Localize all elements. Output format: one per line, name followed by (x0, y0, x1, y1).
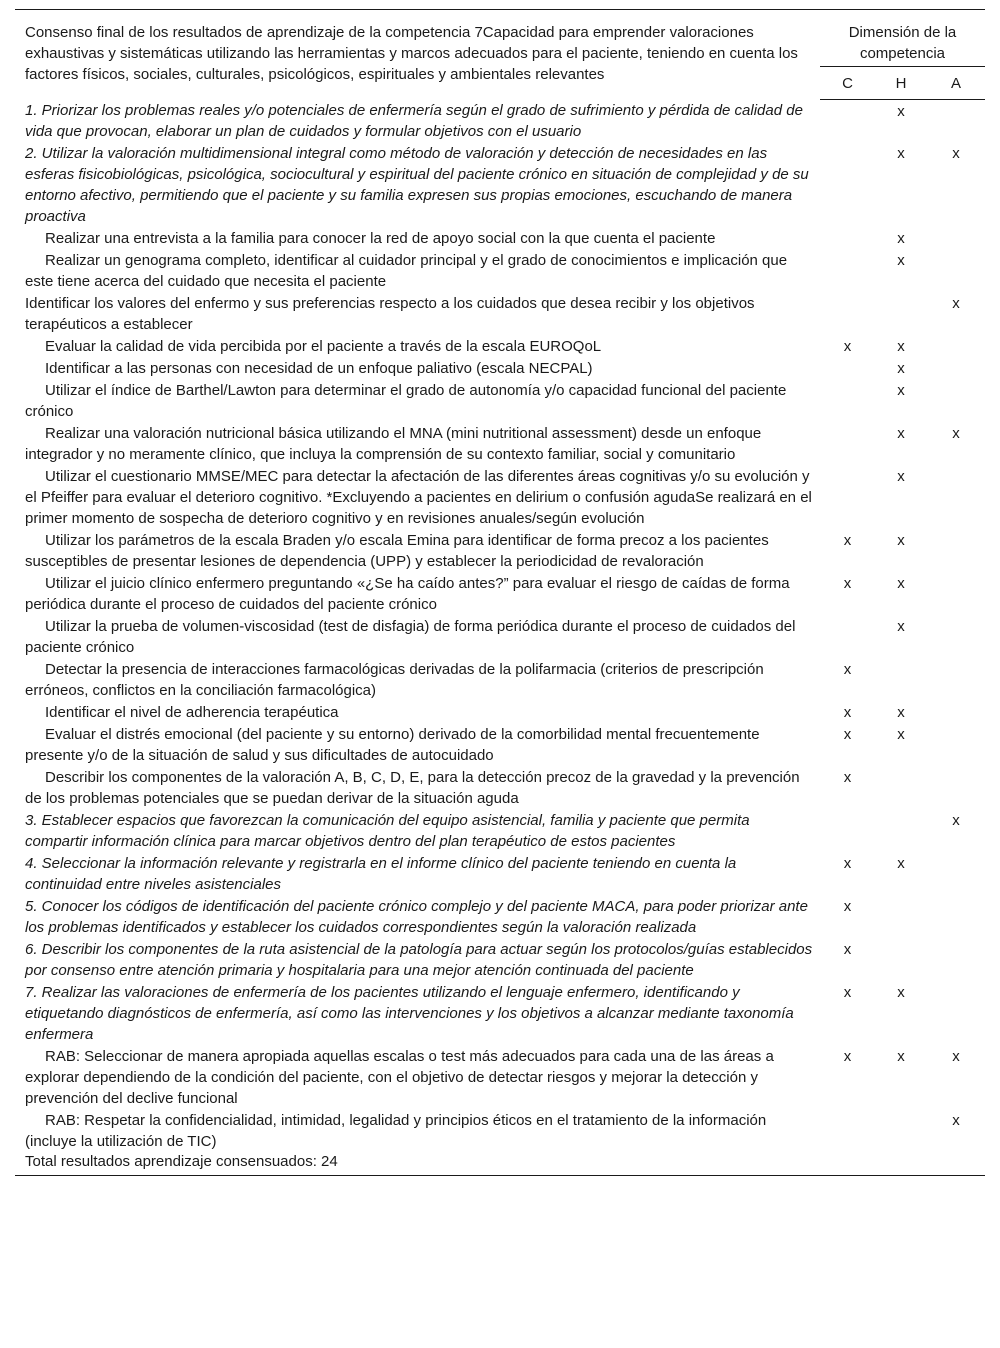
mark-a (927, 658, 985, 701)
result-text: Utilizar el cuestionario MMSE/MEC para detectar la afectación de las diferentes áreas cognitivas y/o su evolución y el Pfeiffer para evaluar el deterioro cognitivo. *Excluyendo a pacientes en delirium o confusión agudaSe realizará en el primer momento de sospecha de deterioro cognitivo y en revisiones anuales/según evolución (25, 468, 812, 527)
table-row (15, 292, 985, 335)
table-body (15, 99, 985, 1152)
mark-a: x (952, 1048, 960, 1065)
mark-a (927, 766, 985, 809)
mark-h (875, 938, 927, 981)
mark-h (875, 658, 927, 701)
table-row (15, 852, 985, 895)
mark-c (820, 249, 875, 292)
mark-c (820, 227, 875, 249)
mark-a (927, 99, 985, 142)
mark-h: x (897, 618, 905, 635)
mark-h (875, 292, 927, 335)
mark-c: x (843, 941, 852, 958)
mark-h: x (897, 468, 905, 485)
mark-h: x (897, 984, 905, 1001)
mark-c: x (843, 661, 852, 678)
mark-c: x (843, 726, 852, 743)
mark-a: x (952, 295, 960, 312)
objective-text: 2. Utilizar la valoración multidimensional integral como método de valoración y detección de necesidades en las esferas fisicobiológicas, psicológica, sociocultural y espiritual del paciente crónico en situación de complejidad y de su entorno afectivo, permitiendo que el paciente y su familia expresen sus propias emociones, escuchando de manera proactiva (25, 145, 809, 225)
mark-c: x (843, 704, 852, 721)
column-header-c: C (820, 66, 875, 99)
result-text: RAB: Seleccionar de manera apropiada aquellas escalas o test más adecuados para cada una de las áreas a explorar dependiendo de la condición del paciente, con el objetivo de detectar riesgos y mejorar la detección y prevención del declive funcional (25, 1048, 774, 1107)
competency-table (15, 9, 985, 1176)
result-text: Realizar un genograma completo, identificar al cuidador principal y el grado de conocimientos e implicación que este tiene acerca del cuidado que necesita el paciente (25, 252, 788, 290)
mark-c (820, 99, 875, 142)
mark-a (927, 938, 985, 981)
result-text: Detectar la presencia de interacciones farmacológicas derivadas de la polifarmacia (criterios de prescripción erróneos, conflictos en la conciliación farmacológica) (25, 661, 764, 699)
mark-h: x (897, 726, 905, 743)
result-text: Describir los componentes de la valoración A, B, C, D, E, para la detección precoz de la gravedad y la prevención de los problemas potenciales que se puedan derivar de la situación aguda (25, 769, 800, 807)
mark-c: x (843, 769, 852, 786)
table-row (15, 572, 985, 615)
table-row (15, 465, 985, 529)
mark-a (927, 335, 985, 357)
total-empty-a (927, 1152, 985, 1176)
mark-c (820, 292, 875, 335)
mark-a: x (952, 145, 960, 162)
result-text: Evaluar la calidad de vida percibida por el paciente a través de la escala EUROQoL (45, 338, 602, 355)
table-row (15, 895, 985, 938)
mark-c: x (843, 984, 852, 1001)
result-text: RAB: Respetar la confidencialidad, intimidad, legalidad y principios éticos en el tratamiento de la información (incluye la utilización de TIC) (25, 1112, 767, 1150)
column-header-a: A (927, 66, 985, 99)
result-text: Identificar el nivel de adherencia terapéutica (45, 704, 339, 721)
mark-h (875, 766, 927, 809)
mark-a (927, 529, 985, 572)
mark-h (875, 1109, 927, 1152)
mark-a (927, 379, 985, 422)
mark-c (820, 615, 875, 658)
table-row (15, 379, 985, 422)
mark-h: x (897, 575, 905, 592)
table-row (15, 1109, 985, 1152)
result-text: Utilizar los parámetros de la escala Braden y/o escala Emina para identificar de forma precoz a los pacientes susceptibles de presentar lesiones de dependencia (UPP) y establecer la periodicidad de revaloración (25, 532, 769, 570)
mark-c: x (843, 532, 852, 549)
total-row (15, 1152, 985, 1176)
mark-c: x (843, 855, 852, 872)
mark-a (927, 723, 985, 766)
table-row (15, 529, 985, 572)
table-row (15, 1045, 985, 1109)
result-text: Identificar a las personas con necesidad de un enfoque paliativo (escala NECPAL) (45, 360, 593, 377)
mark-c: x (843, 898, 852, 915)
mark-h: x (897, 338, 905, 355)
mark-c (820, 379, 875, 422)
table-row (15, 938, 985, 981)
competency-table-container (15, 9, 985, 1176)
mark-h: x (897, 532, 905, 549)
mark-h: x (897, 145, 905, 162)
mark-h: x (897, 704, 905, 721)
table-row (15, 658, 985, 701)
mark-a (927, 981, 985, 1045)
result-text: Identificar los valores del enfermo y sus preferencias respecto a los cuidados que desea recibir y los objetivos terapéuticos a establecer (25, 295, 755, 333)
mark-a: x (952, 812, 960, 829)
dimension-header: Dimensión de la competencia (820, 10, 985, 67)
result-text: Utilizar la prueba de volumen-viscosidad (test de disfagia) de forma periódica durante el proceso de cuidados del paciente crónico (25, 618, 796, 656)
mark-h: x (897, 382, 905, 399)
total-empty-h (875, 1152, 927, 1176)
mark-c (820, 1109, 875, 1152)
mark-c (820, 465, 875, 529)
total-label: Total resultados aprendizaje consensuados: 24 (15, 1152, 820, 1176)
mark-h: x (897, 252, 905, 269)
mark-h: x (897, 102, 905, 120)
mark-c (820, 357, 875, 379)
objective-text: 7. Realizar las valoraciones de enfermería de los pacientes utilizando el lenguaje enfermero, identificando y etiquetando diagnósticos de enfermería, así como las intervenciones y los objetivos a alcanzar mediante taxonomía enfermera (25, 984, 794, 1043)
mark-a (927, 465, 985, 529)
result-text: Utilizar el índice de Barthel/Lawton para determinar el grado de autonomía y/o capacidad funcional del paciente crónico (25, 382, 787, 420)
objective-text: 1. Priorizar los problemas reales y/o potenciales de enfermería según el grado de sufrimiento y pérdida de calidad de vida que provocan, elaborar un plan de cuidados y formular objetivos con el usuario (25, 102, 803, 140)
table-row (15, 809, 985, 852)
mark-c (820, 422, 875, 465)
objective-text: 3. Establecer espacios que favorezcan la comunicación del equipo asistencial, familia y paciente que permita compartir información clínica para marcar objetivos dentro del plan terapéutico de estos pacientes (25, 812, 750, 850)
mark-a (927, 249, 985, 292)
mark-a (927, 615, 985, 658)
table-row (15, 981, 985, 1045)
objective-text: 5. Conocer los códigos de identificación del paciente crónico complejo y del paciente MACA, para poder priorizar ante los problemas identificados y establecer los cuidados correspondientes según la valoración realizada (25, 898, 808, 936)
objective-text: 6. Describir los componentes de la ruta asistencial de la patología para actuar según los protocolos/guías establecidos por consenso entre atención primaria y hospitalaria para una mejor atención continuada del paciente (25, 941, 813, 979)
table-row (15, 615, 985, 658)
table-row (15, 335, 985, 357)
mark-c (820, 142, 875, 227)
result-text: Utilizar el juicio clínico enfermero preguntando «¿Se ha caído antes?” para evaluar el riesgo de caídas de forma periódica durante el proceso de cuidados del paciente crónico (25, 575, 790, 613)
table-row (15, 227, 985, 249)
mark-a (927, 357, 985, 379)
table-row (15, 249, 985, 292)
mark-h (875, 809, 927, 852)
mark-a: x (952, 1112, 960, 1129)
mark-a: x (952, 425, 960, 442)
mark-c: x (843, 1048, 852, 1065)
mark-h: x (897, 425, 905, 442)
mark-h: x (897, 360, 905, 377)
table-row (15, 142, 985, 227)
column-header-h: H (875, 66, 927, 99)
total-empty-c (820, 1152, 875, 1176)
table-row (15, 99, 985, 142)
result-text: Realizar una entrevista a la familia para conocer la red de apoyo social con la que cuenta el paciente (45, 230, 716, 247)
table-row (15, 766, 985, 809)
objective-text: 4. Seleccionar la información relevante y registrarla en el informe clínico del paciente teniendo en cuenta la continuidad entre niveles asistenciales (25, 855, 737, 893)
mark-a (927, 895, 985, 938)
result-text: Evaluar el distrés emocional (del paciente y su entorno) derivado de la comorbilidad mental frecuentemente presente y/o de la situación de salud y sus dificultades de autocuidado (25, 726, 760, 764)
mark-h: x (897, 855, 905, 872)
table-row (15, 422, 985, 465)
table-row (15, 357, 985, 379)
table-row (15, 701, 985, 723)
mark-h: x (897, 1048, 905, 1065)
mark-a (927, 852, 985, 895)
mark-a (927, 227, 985, 249)
mark-h (875, 895, 927, 938)
table-row (15, 723, 985, 766)
mark-c: x (843, 575, 852, 592)
mark-a (927, 572, 985, 615)
table-header (15, 10, 985, 100)
table-title: Consenso final de los resultados de aprendizaje de la competencia 7Capacidad para emprender valoraciones exhaustivas y sistemáticas utilizando las herramientas y marcos adecuados para el paciente, teniendo en cuenta los factores físicos, sociales, culturales, psicológicos, espirituales y ambientales relevantes (15, 10, 820, 100)
mark-a (927, 701, 985, 723)
mark-c (820, 809, 875, 852)
mark-h: x (897, 230, 905, 247)
result-text: Realizar una valoración nutricional básica utilizando el MNA (mini nutritional assessment) desde un enfoque integrador y no meramente clínico, que incluya la comprensión de su contexto familiar, social y comunitario (25, 425, 762, 463)
mark-c: x (843, 338, 852, 355)
